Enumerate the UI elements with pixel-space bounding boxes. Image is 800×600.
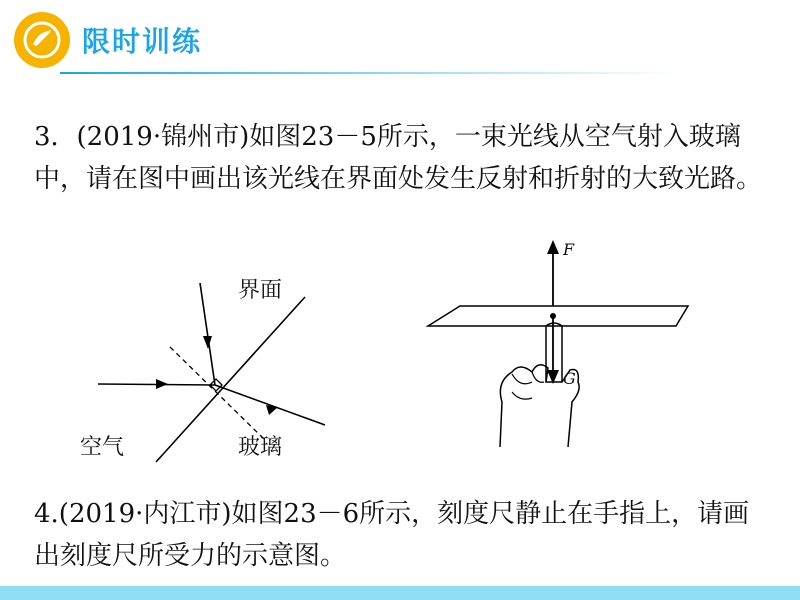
ruler-diagram [420, 232, 710, 462]
label-glass: 玻璃 [238, 435, 283, 460]
label-interface: 界面 [238, 278, 283, 303]
ruler-figure [420, 232, 710, 462]
label-F: F [563, 240, 575, 259]
interface-line [156, 297, 305, 462]
label-G: G [563, 369, 576, 388]
force-F-arrowhead [547, 240, 559, 254]
refracted-ray [215, 385, 325, 425]
footer-bar [0, 586, 800, 600]
refraction-figure [70, 255, 350, 475]
normal-line [170, 347, 265, 440]
label-air: 空气 [80, 435, 125, 460]
logo [14, 12, 70, 68]
question-3-text: 3．(2019·锦州市)如图23－5所示，一束光线从空气射入玻璃中，请在图中画出该光线在界面处发生反射和折射的大致光路。 [34, 122, 763, 194]
reflected-ray [200, 283, 215, 385]
hand-writing-icon [22, 20, 62, 60]
question-4-text: 4.(2019·内江市)如图23－6所示，刻度尺静止在手指上，请画出刻度尺所受力的示意图。 [34, 499, 750, 571]
header-divider [60, 72, 680, 74]
page-title: 限时训练 [82, 25, 203, 58]
